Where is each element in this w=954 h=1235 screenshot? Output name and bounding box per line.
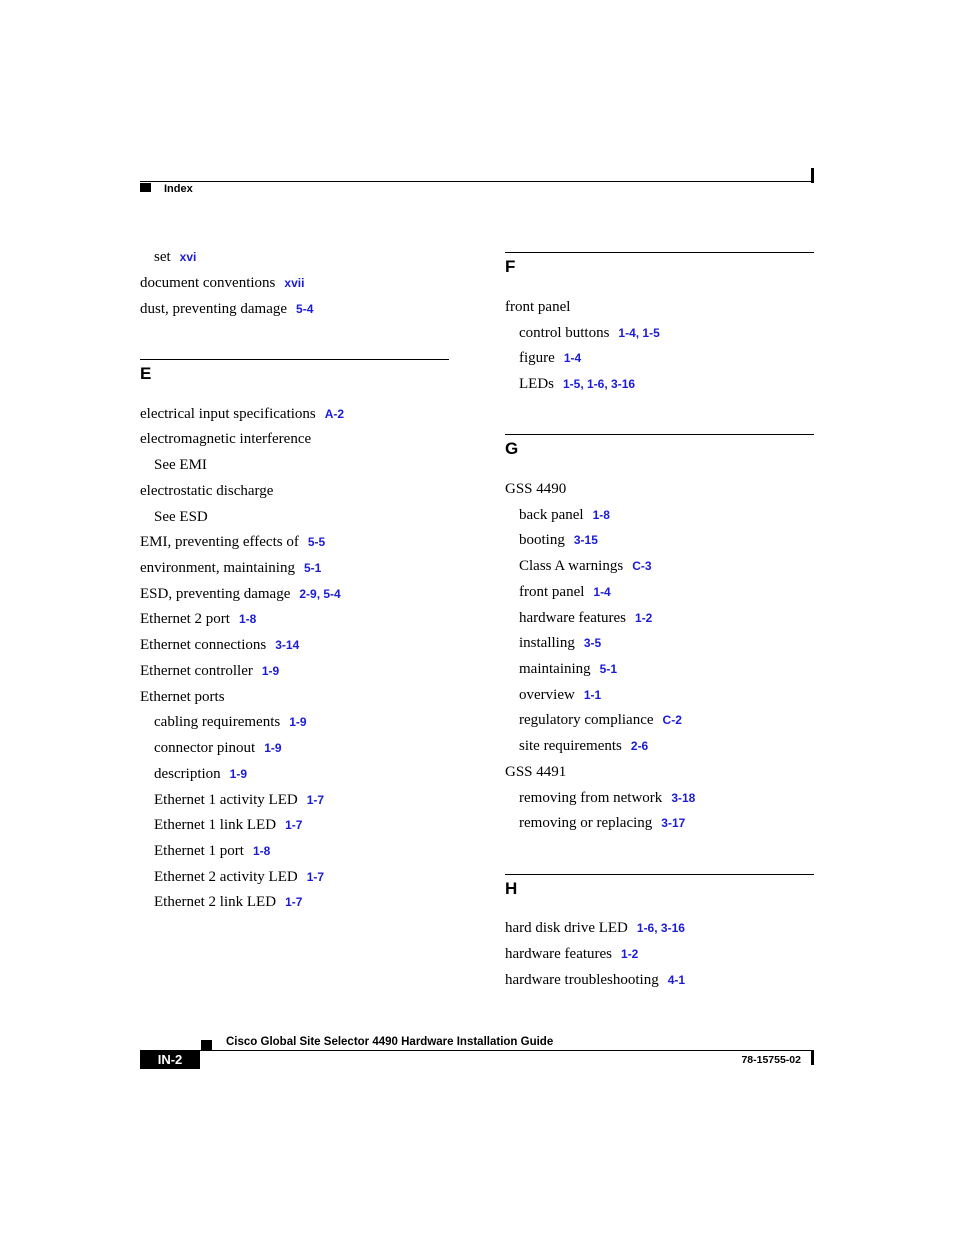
index-entry — [519, 349, 581, 367]
index-entry — [140, 405, 344, 423]
index-entry — [519, 375, 635, 393]
footer-square-mark — [201, 1040, 212, 1050]
entry-term: document conventions — [140, 275, 276, 291]
entry-term: Ethernet connections — [140, 637, 267, 653]
entry-page-link[interactable]: 3-5 — [583, 636, 602, 650]
index-entry — [140, 636, 299, 654]
index-entry — [154, 842, 270, 860]
entry-page-link[interactable]: 5-1 — [599, 662, 617, 676]
entry-page-link[interactable]: 1-8 — [592, 508, 610, 522]
index-entry — [154, 791, 324, 809]
section-letter-h: H — [505, 879, 518, 898]
entry-term: Ethernet 1 port — [154, 843, 244, 859]
entry-term: installing — [519, 635, 575, 651]
index-entry — [519, 737, 648, 755]
entry-term: set — [154, 249, 171, 265]
entry-page-link[interactable]: C-3 — [632, 559, 652, 573]
entry-term: Ethernet 1 link LED — [154, 817, 277, 833]
entry-term: removing from network — [519, 790, 663, 806]
index-entry — [140, 662, 279, 680]
entry-page-link[interactable]: 1-2 — [635, 611, 653, 625]
entry-page-link[interactable]: 5-5 — [307, 535, 326, 549]
index-entry — [140, 559, 321, 577]
index-entry — [154, 456, 207, 474]
entry-page-link[interactable]: 1-7 — [306, 793, 325, 807]
index-entry — [140, 610, 256, 628]
entry-page-link[interactable]: 1-9 — [261, 664, 280, 678]
index-entry — [505, 919, 685, 937]
index-entry — [519, 711, 682, 729]
index-entry — [154, 508, 208, 526]
entry-page-link[interactable]: 1-4, 1-5 — [618, 326, 660, 340]
entry-page-link[interactable]: 1-9 — [289, 715, 307, 729]
entry-page-link[interactable]: 3-18 — [671, 791, 696, 805]
entry-term: regulatory compliance — [519, 712, 654, 728]
entry-term: electrical input specifications — [140, 406, 316, 422]
entry-term: Ethernet 2 link LED — [154, 894, 277, 910]
section-rule — [505, 874, 814, 875]
section-rule — [140, 359, 449, 360]
section-letter-e: E — [140, 364, 152, 383]
footer-doc-number: 78-15755-02 — [741, 1054, 801, 1066]
index-entry — [519, 634, 601, 652]
entry-term: hard disk drive LED — [505, 920, 628, 936]
index-entry — [519, 789, 695, 807]
entry-page-link[interactable]: 1-6, 3-16 — [636, 921, 685, 935]
entry-term: environment, maintaining — [140, 560, 295, 576]
header-square-mark — [140, 183, 151, 192]
entry-page-link[interactable]: 1-8 — [252, 844, 271, 858]
entry-term: Ethernet ports — [140, 689, 225, 705]
index-entry — [519, 814, 685, 832]
entry-term: maintaining — [519, 661, 591, 677]
entry-term: LEDs — [519, 376, 554, 392]
index-entry — [519, 324, 660, 342]
entry-term: overview — [519, 687, 575, 703]
entry-term: connector pinout — [154, 740, 256, 756]
entry-page-link[interactable]: 1-5, 1-6, 3-16 — [563, 377, 636, 391]
entry-term: Ethernet 1 activity LED — [154, 792, 298, 808]
index-entry — [519, 609, 652, 627]
index-entry — [519, 583, 611, 601]
entry-page-link[interactable]: A-2 — [324, 407, 345, 421]
entry-page-link[interactable]: 3-17 — [661, 816, 686, 830]
index-entry — [140, 300, 313, 318]
entry-term: control buttons — [519, 325, 610, 341]
footer-rule — [140, 1050, 814, 1051]
entry-term: electrostatic discharge — [140, 483, 274, 499]
entry-term: Ethernet controller — [140, 663, 253, 679]
entry-term: figure — [519, 350, 555, 366]
index-entry — [154, 765, 247, 783]
entry-term: electromagnetic interference — [140, 431, 312, 447]
entry-term: hardware features — [519, 610, 627, 626]
index-entry — [140, 482, 273, 500]
entry-page-link[interactable]: 1-4 — [593, 585, 611, 599]
index-entry — [505, 763, 566, 781]
index-entry — [519, 686, 601, 704]
section-letter-g: G — [505, 439, 519, 458]
footer-page-number: IN-2 — [140, 1051, 200, 1069]
entry-page-link[interactable]: 2-6 — [630, 739, 649, 753]
index-entry — [154, 248, 196, 266]
entry-page-link[interactable]: 5-1 — [303, 561, 322, 575]
entry-page-link[interactable]: xvii — [284, 276, 305, 290]
index-entry — [154, 893, 302, 911]
entry-page-link[interactable]: 1-7 — [285, 895, 303, 909]
entry-term: back panel — [519, 507, 584, 523]
entry-page-link[interactable]: 4-1 — [667, 973, 686, 987]
index-entry — [140, 274, 304, 292]
entry-page-link[interactable]: 1-9 — [229, 767, 247, 781]
entry-term: removing or replacing — [519, 815, 653, 831]
index-entry — [519, 506, 610, 524]
entry-term: dust, preventing damage — [140, 301, 288, 317]
index-entry — [154, 739, 282, 757]
entry-term: front panel — [519, 584, 585, 600]
entry-page-link[interactable]: 5-4 — [296, 302, 314, 316]
index-entry — [519, 660, 617, 678]
section-letter-f: F — [505, 257, 516, 276]
entry-page-link[interactable]: 1-4 — [563, 351, 582, 365]
index-entry — [505, 480, 566, 498]
index-entry — [140, 533, 325, 551]
index-entry — [505, 945, 638, 963]
entry-term: Ethernet 2 port — [140, 611, 230, 627]
entry-page-link[interactable]: 2-9, 5-4 — [299, 587, 341, 601]
header-label: Index — [164, 183, 193, 195]
entry-term: EMI, preventing effects of — [140, 534, 299, 550]
header-rule — [140, 181, 814, 182]
index-entry — [519, 531, 598, 549]
entry-page-link[interactable]: C-2 — [662, 713, 682, 727]
entry-term: hardware features — [505, 946, 613, 962]
entry-term: GSS 4491 — [505, 764, 567, 780]
entry-term: front panel — [505, 299, 571, 315]
footer-guide-title: Cisco Global Site Selector 4490 Hardware Installation Guide — [226, 1036, 554, 1048]
entry-page-link[interactable]: 3-14 — [275, 638, 300, 652]
entry-term: hardware troubleshooting — [505, 972, 659, 988]
entry-page-link[interactable]: 1-7 — [285, 818, 303, 832]
index-entry — [505, 298, 570, 316]
entry-term: Ethernet 2 activity LED — [154, 869, 298, 885]
entry-term: site requirements — [519, 738, 622, 754]
entry-page-link[interactable]: xvi — [179, 250, 197, 264]
entry-page-link[interactable]: 1-8 — [238, 612, 257, 626]
entry-term: ESD, preventing damage — [140, 586, 291, 602]
section-rule — [505, 252, 814, 253]
index-entry — [140, 585, 341, 603]
entry-page-link[interactable]: 1-1 — [583, 688, 602, 702]
entry-page-link[interactable]: 1-9 — [264, 741, 282, 755]
entry-page-link[interactable]: 1-2 — [621, 947, 639, 961]
index-entry — [154, 868, 324, 886]
index-entry — [154, 816, 302, 834]
entry-page-link[interactable]: 1-7 — [306, 870, 325, 884]
index-entry — [154, 713, 307, 731]
entry-term: description — [154, 766, 221, 782]
index-entry — [519, 557, 652, 575]
entry-term: GSS 4490 — [505, 481, 567, 497]
index-entry — [140, 430, 311, 448]
entry-term[interactable]: See EMI — [154, 457, 207, 473]
entry-term: cabling requirements — [154, 714, 281, 730]
footer-bar-mark — [811, 1051, 814, 1065]
index-entry — [505, 971, 685, 989]
entry-term: Class A warnings — [519, 558, 624, 574]
index-entry — [140, 688, 225, 706]
entry-term[interactable]: See ESD — [154, 509, 208, 525]
entry-term: booting — [519, 532, 565, 548]
section-rule — [505, 434, 814, 435]
entry-page-link[interactable]: 3-15 — [573, 533, 598, 547]
